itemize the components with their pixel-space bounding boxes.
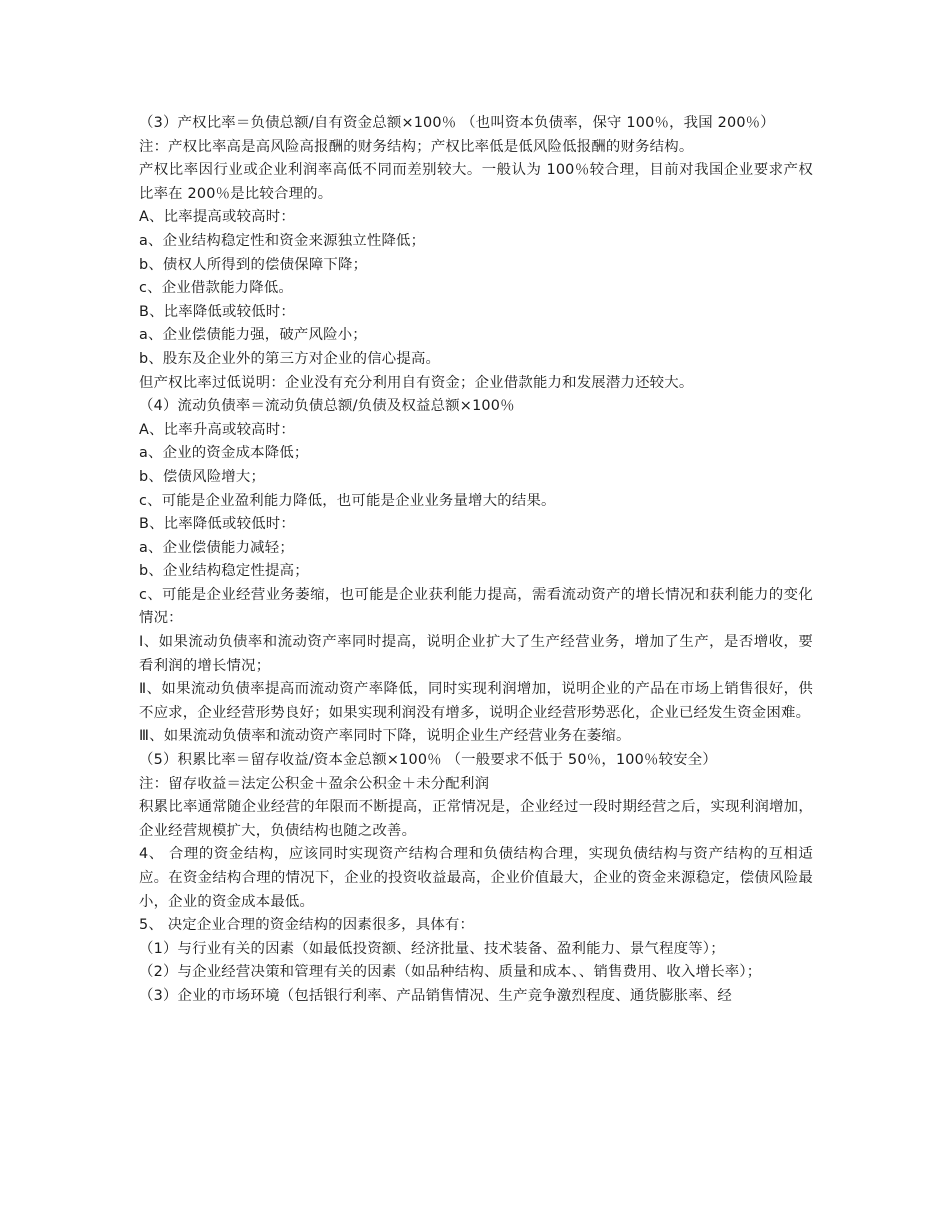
paragraph-section-5: 5、 决定企业合理的资金结构的因素很多，具体有： [139,917,475,934]
paragraph-note-equity-ratio: 注：产权比率高是高风险高报酬的财务结构；产权比率低是低风险低报酬的财务结构。 [139,138,694,155]
paragraph-accumulation-ratio-trend: 积累比率通常随企业经营的年限而不断提高，正常情况是，企业经过一段时期经营之后，实现利润增加，企业经营规模扩大，负债结构也随之改善。 [139,799,813,839]
paragraph-accumulation-ratio-formula: （5）积累比率＝留存收益/资本金总额×100％ （一般要求不低于 50％，100％较安全） [139,752,717,769]
list-item: （1）与行业有关的因素（如最低投资额、经济批量、技术装备、盈利能力、景气程度等）； [139,940,725,957]
list-item: a、企业偿债能力强，破产风险小； [139,327,367,344]
list-item: b、债权人所得到的偿债保障下降； [139,256,368,273]
list-item: c、可能是企业经营业务萎缩，也可能是企业获利能力提高，需看流动资产的增长情况和获利能力的变化情况： [139,586,813,627]
list-item: c、可能是企业盈利能力降低，也可能是企业业务量增大的结果。 [139,492,556,509]
document-body [139,112,813,1009]
list-item: b、股东及企业外的第三方对企业的信心提高。 [139,350,441,367]
list-item: c、企业借款能力降低。 [139,280,294,297]
roman-item-2: Ⅱ、如果流动负债率提高而流动资产率降低，同时实现利润增加，说明企业的产品在市场上销售很好，供不应求，企业经营形势良好；如果实现利润没有增多，说明企业经营形势恶化，企业已经发生资金困难。 [139,681,813,721]
list-item: b、企业结构稳定性提高； [139,563,309,580]
list-item: a、企业结构稳定性和资金来源独立性降低； [139,232,426,249]
roman-item-1: Ⅰ、如果流动负债率和流动资产率同时提高，说明企业扩大了生产经营业务，增加了生产，是否增收，要看利润的增长情况； [139,634,813,674]
list-heading-a: A、比率升高或较高时： [139,421,295,438]
list-heading-b: B、比率降低或较低时： [139,516,295,533]
list-item: （3）企业的市场环境（包括银行利率、产品销售情况、生产竞争激烈程度、通货膨胀率、经 [139,987,732,1004]
list-heading-b: B、比率降低或较低时： [139,303,295,320]
list-item: a、企业的资金成本降低； [139,445,309,462]
roman-item-3: Ⅲ、如果流动负债率和流动资产率同时下降，说明企业生产经营业务在萎缩。 [139,728,631,745]
paragraph-equity-ratio-formula: （3）产权比率＝负债总额/自有资金总额×100％ （也叫资本负债率，保守 100％，我国 200％） [139,115,775,131]
list-item: （2）与企业经营决策和管理有关的因素（如品种结构、质量和成本、、销售费用、收入增长率）； [139,964,762,981]
list-heading-a: A、比率提高或较高时： [139,209,295,226]
paragraph-note-retained-earnings: 注：留存收益＝法定公积金＋盈余公积金＋未分配利润 [139,775,490,792]
paragraph-low-equity-ratio: 但产权比率过低说明：企业没有充分利用自有资金；企业借款能力和发展潜力还较大。 [139,374,694,391]
paragraph-current-liability-formula: （4）流动负债率＝流动负债总额/负债及权益总额×100％ [139,398,515,415]
paragraph-section-4: 4、 合理的资金结构，应该同时实现资产结构合理和负债结构合理，实现负债结构与资产结构的互相适应。在资金结构合理的情况下，企业的投资收益最高，企业价值最大，企业的资金来源稳定，偿债风险最小，企业的资金成本最低。 [139,846,813,910]
list-item: a、企业偿债能力减轻； [139,539,294,556]
list-item: b、偿债风险增大； [139,468,266,485]
paragraph-equity-ratio-industry: 产权比率因行业或企业利润率高低不同而差别较大。一般认为 100％较合理，目前对我国企业要求产权比率在 200％是比较合理的。 [139,162,813,202]
